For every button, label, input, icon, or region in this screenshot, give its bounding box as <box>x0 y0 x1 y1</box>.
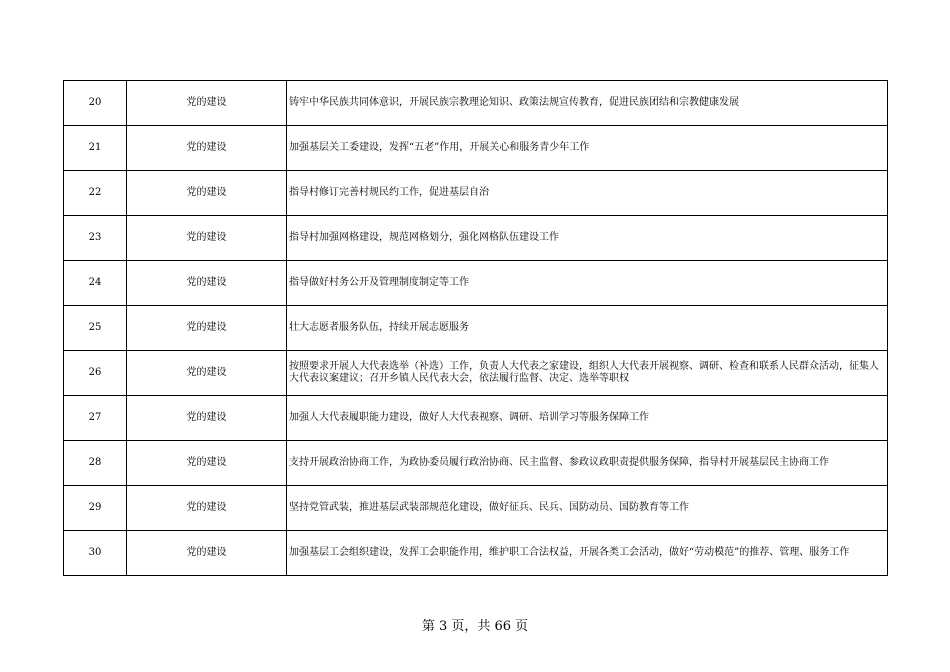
table-row <box>64 531 888 576</box>
table-row <box>64 351 888 396</box>
table-row <box>64 441 888 486</box>
category-cell: 党的建设 <box>127 441 287 486</box>
row-number-cell: 29 <box>64 486 127 531</box>
row-number-cell: 25 <box>64 306 127 351</box>
row-number-cell: 26 <box>64 351 127 396</box>
category-cell: 党的建设 <box>127 396 287 441</box>
page-footer: 第 3 页，共 66 页 <box>421 619 529 634</box>
row-number-cell: 23 <box>64 216 127 261</box>
row-number-cell: 20 <box>64 81 127 126</box>
table-row <box>64 81 888 126</box>
table-row <box>64 171 888 216</box>
content-cell: 按照要求开展人大代表选举（补选）工作，负责人大代表之家建设，组织人大代表开展视察、调研、检查和联系人民群众活动，征集人大代表议案建议；召开乡镇人民代表大会，依法履行监督、决定、选举等职权 <box>287 351 888 396</box>
category-cell: 党的建设 <box>127 306 287 351</box>
row-number-cell: 27 <box>64 396 127 441</box>
category-cell: 党的建设 <box>127 531 287 576</box>
row-number-cell: 30 <box>64 531 127 576</box>
content-cell: 指导做好村务公开及管理制度制定等工作 <box>287 261 888 306</box>
content-cell: 加强基层关工委建设，发挥“五老”作用，开展关心和服务青少年工作 <box>287 126 888 171</box>
table-row <box>64 126 888 171</box>
content-cell: 坚持党管武装，推进基层武装部规范化建设，做好征兵、民兵、国防动员、国防教育等工作 <box>287 486 888 531</box>
content-cell: 指导村加强网格建设，规范网格划分，强化网格队伍建设工作 <box>287 216 888 261</box>
row-number-cell: 22 <box>64 171 127 216</box>
table-row <box>64 261 888 306</box>
table-body <box>64 81 888 576</box>
table-row <box>64 306 888 351</box>
content-cell: 支持开展政治协商工作，为政协委员履行政治协商、民主监督、参政议政职责提供服务保障，指导村开展基层民主协商工作 <box>287 441 888 486</box>
content-cell: 铸牢中华民族共同体意识，开展民族宗教理论知识、政策法规宣传教育，促进民族团结和宗教健康发展 <box>287 81 888 126</box>
table-row <box>64 396 888 441</box>
row-number-cell: 24 <box>64 261 127 306</box>
category-cell: 党的建设 <box>127 126 287 171</box>
content-cell: 加强人大代表履职能力建设，做好人大代表视察、调研、培训学习等服务保障工作 <box>287 396 888 441</box>
row-number-cell: 21 <box>64 126 127 171</box>
content-cell: 壮大志愿者服务队伍，持续开展志愿服务 <box>287 306 888 351</box>
category-cell: 党的建设 <box>127 81 287 126</box>
content-cell: 指导村修订完善村规民约工作，促进基层自治 <box>287 171 888 216</box>
category-cell: 党的建设 <box>127 351 287 396</box>
category-cell: 党的建设 <box>127 261 287 306</box>
category-cell: 党的建设 <box>127 216 287 261</box>
duty-list-table <box>63 80 888 576</box>
category-cell: 党的建设 <box>127 171 287 216</box>
content-cell: 加强基层工会组织建设，发挥工会职能作用，维护职工合法权益，开展各类工会活动，做好“劳动模范”的推荐、管理、服务工作 <box>287 531 888 576</box>
table-row <box>64 486 888 531</box>
category-cell: 党的建设 <box>127 486 287 531</box>
table-row <box>64 216 888 261</box>
row-number-cell: 28 <box>64 441 127 486</box>
